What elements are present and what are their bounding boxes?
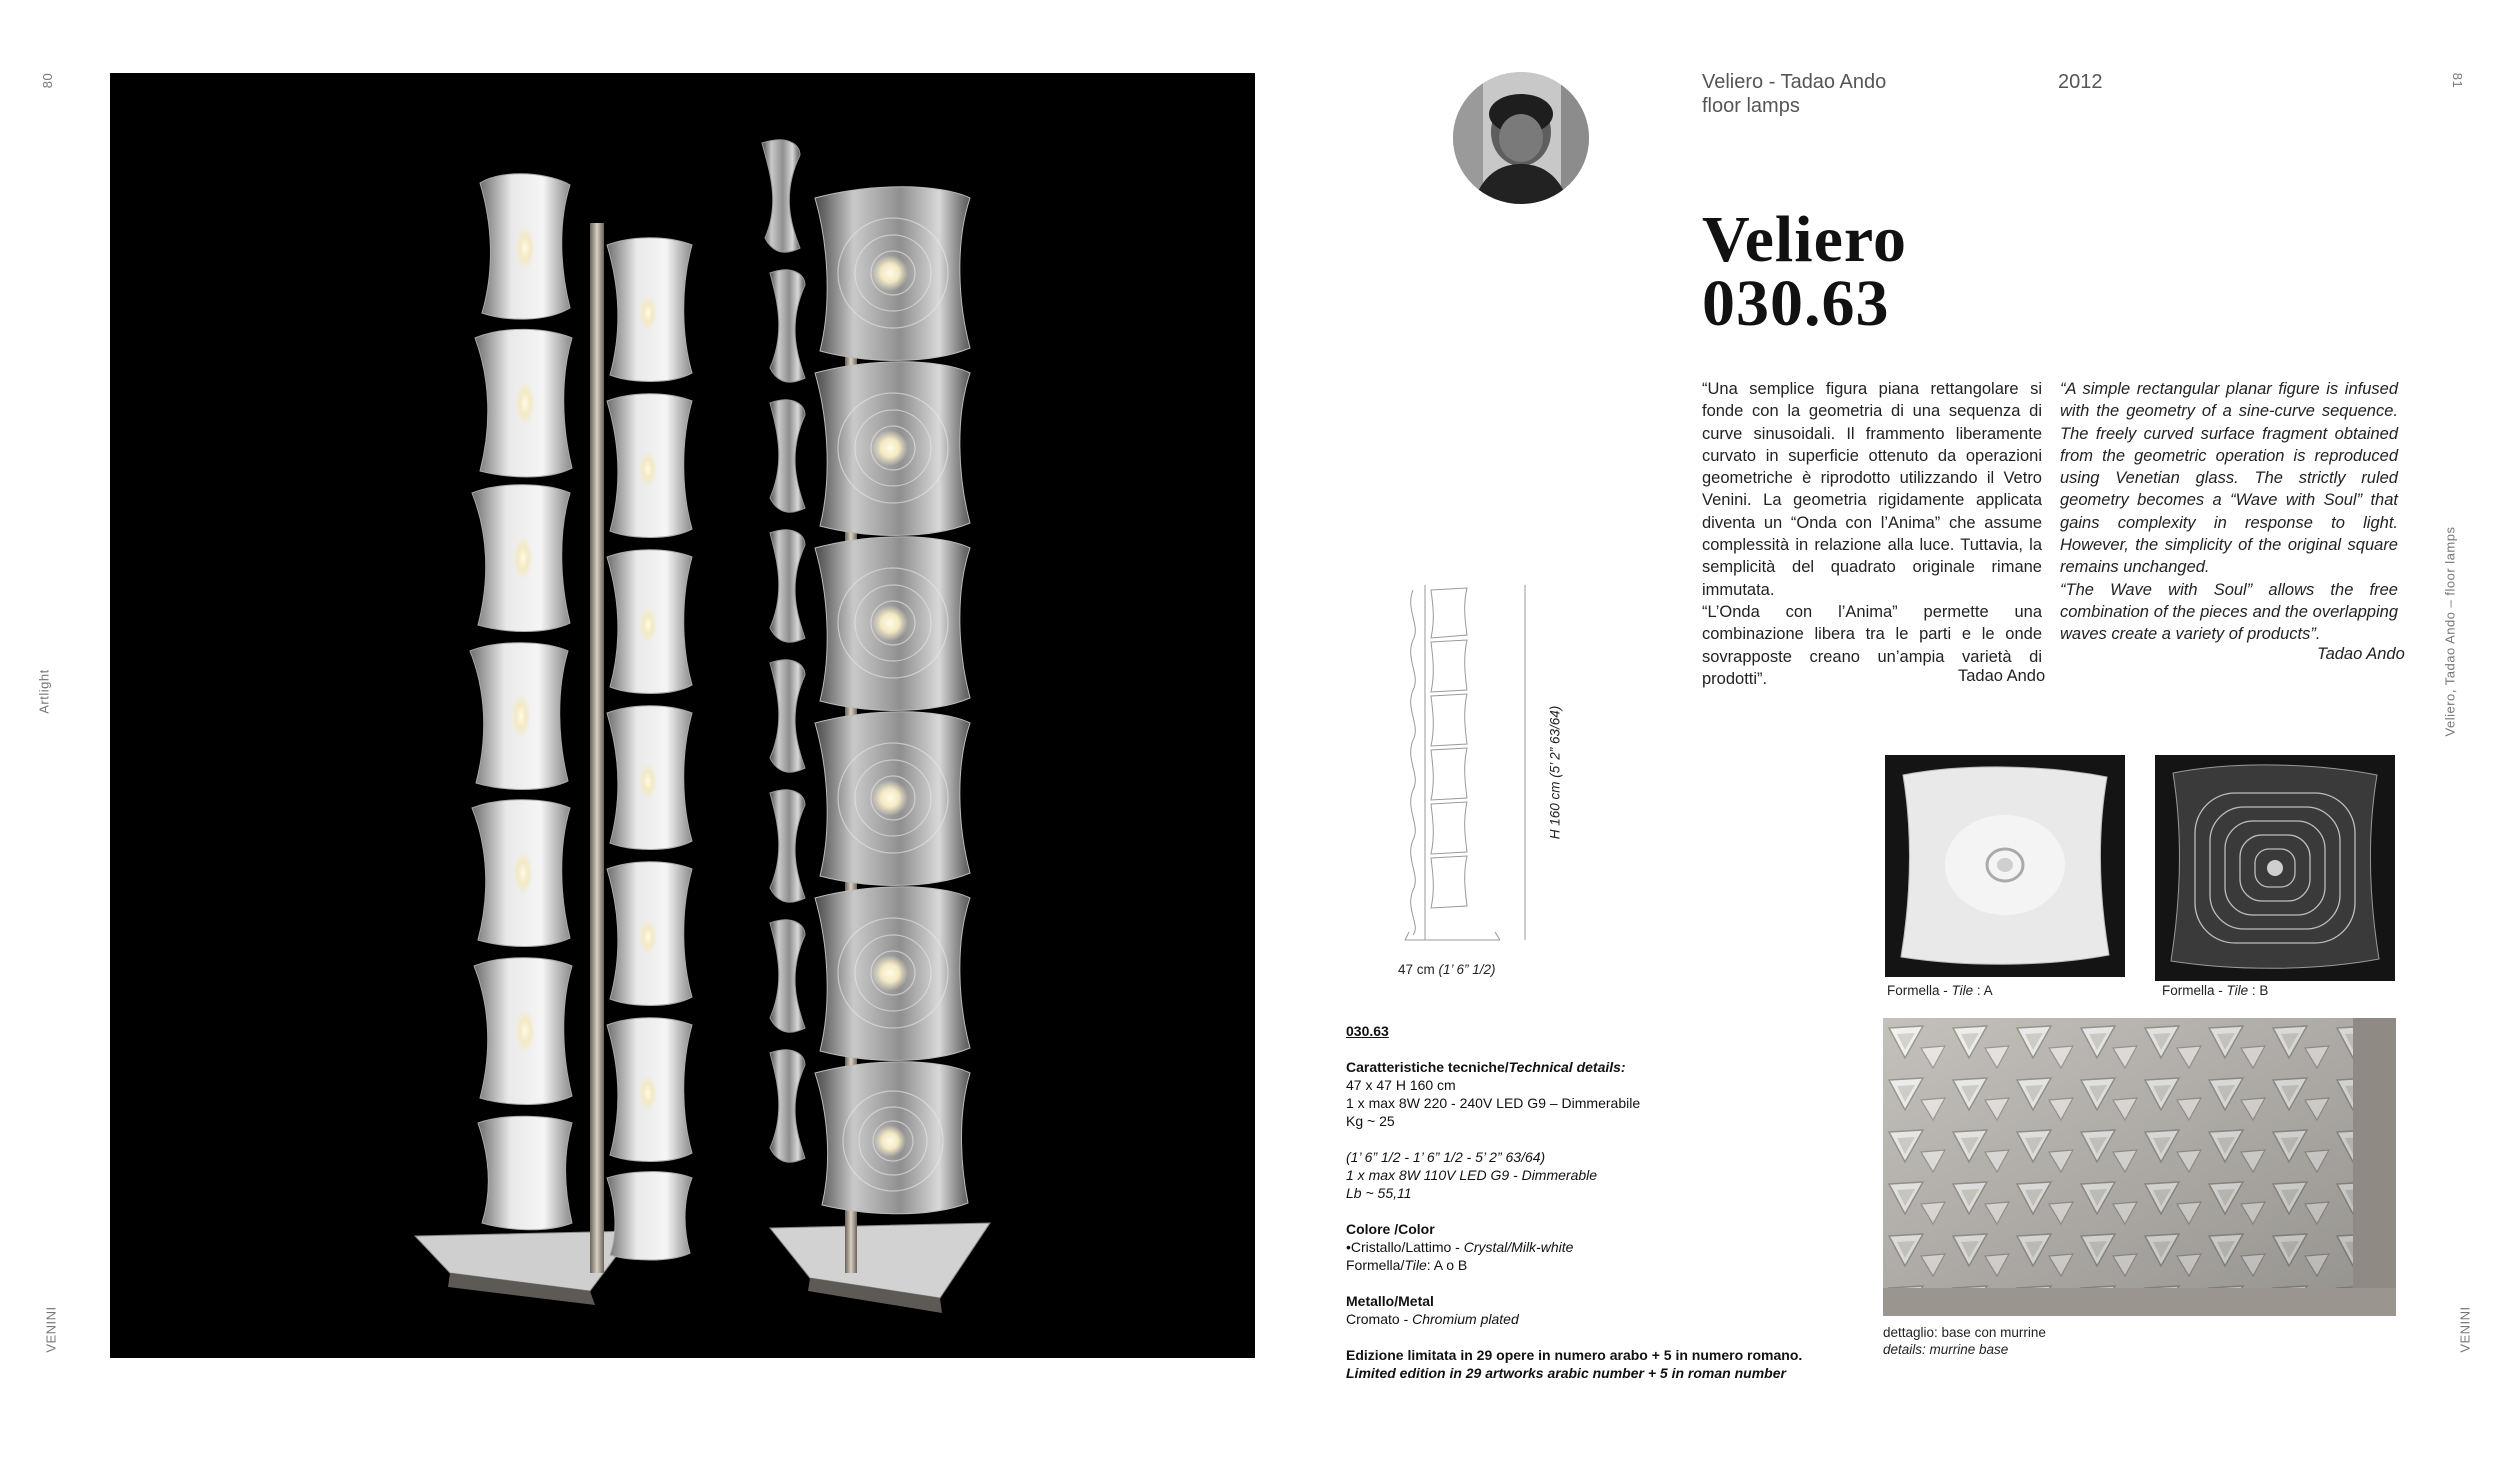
murrine-detail-photo bbox=[1883, 1018, 2396, 1316]
spec-code: 030.63 bbox=[1346, 1023, 1389, 1039]
spec-weight-imperial: Lb ~ 55,11 bbox=[1346, 1185, 1412, 1201]
person-icon bbox=[1453, 72, 1589, 204]
signature-italian: Tadao Ando bbox=[1958, 667, 2046, 685]
width-dimension-metric: 47 cm bbox=[1398, 962, 1435, 977]
spec-color-glass-it: •Cristallo/Lattimo - bbox=[1346, 1239, 1464, 1255]
product-title: Veliero bbox=[1702, 203, 1907, 276]
spec-tech-heading-it: Caratteristiche tecniche/ bbox=[1346, 1059, 1509, 1075]
quote-english-p1: “A simple rectangular planar figure is infused with the geometry of a sine-curve sequence. The freely curved surface fragment obtained from the geometric operation is reproduced using Venetian glass. The strictly ruled geometry becomes a “Wave with Soul” that gains complexity in response to light. However, the simplicity of the original square remains unchanged. bbox=[2060, 380, 2398, 577]
tile-b-caption bbox=[2162, 983, 2268, 998]
spec-power: 1 x max 8W 220 - 240V LED G9 – Dimmerabile bbox=[1346, 1095, 1641, 1111]
designer-portrait bbox=[1453, 72, 1589, 204]
tile-a-caption-en: Tile bbox=[1951, 983, 1974, 998]
spec-dimensions: 47 x 47 H 160 cm bbox=[1346, 1077, 1456, 1093]
spec-weight: Kg ~ 25 bbox=[1346, 1113, 1395, 1129]
left-section-label: Artlight bbox=[36, 669, 52, 714]
lamp-outline-drawing bbox=[1395, 580, 1535, 960]
collection-title: Veliero - Tadao Ando bbox=[1702, 71, 1887, 93]
tile-a-photo bbox=[1885, 755, 2125, 977]
tile-b-caption-en: Tile bbox=[2226, 983, 2249, 998]
right-section-label: Veliero, Tadao Ando – floor lamps bbox=[2442, 526, 2458, 737]
murrine-pattern-image bbox=[1883, 1018, 2396, 1316]
spec-color-tile-en: Tile bbox=[1404, 1257, 1427, 1273]
spec-dimensions-imperial: (1’ 6” 1/2 - 1’ 6” 1/2 - 5’ 2” 63/64) bbox=[1346, 1149, 1546, 1165]
quote-italian-p1: “Una semplice figura piana rettangolare si fonde con la geometria di una sequenza di curve sinusoidali. Il frammento liberamente curvato in superficie ottenuto da operazioni geometriche è riprodotto utilizzando il Vetro Venini. La geometria rigidamente applicata diventa un “Onda con l’Anima” che assume complessità in relazione alla luce. Tuttavia, la semplicità del quadrato originale rimane immutata. bbox=[1702, 380, 2042, 599]
spec-metal-heading: Metallo/Metal bbox=[1346, 1293, 1434, 1309]
spec-metal-en: Chromium plated bbox=[1412, 1311, 1519, 1327]
spec-metal-finish bbox=[1346, 1310, 1806, 1328]
floor-lamps-illustration bbox=[110, 73, 1255, 1358]
quote-italian-p2: “L’Onda con l’Anima” permette una combinazione libera tra le parti e le onde sovrapposte creano un’ampia varietà di prodotti”. bbox=[1702, 602, 2042, 688]
tile-a-caption-it: Formella - bbox=[1887, 983, 1952, 998]
tile-a-image bbox=[1885, 755, 2125, 977]
tile-b-caption-it: Formella - bbox=[2162, 983, 2227, 998]
tile-b-caption-code: : B bbox=[2248, 983, 2269, 998]
height-dimension-label: H 160 cm (5’ 2” 63/64) bbox=[1547, 705, 1563, 840]
spec-color-glass bbox=[1346, 1238, 1806, 1256]
detail-caption-en: details: murrine base bbox=[1883, 1342, 2009, 1357]
year-label: 2012 bbox=[2058, 71, 2103, 93]
spec-color-glass-en: Crystal/Milk-white bbox=[1463, 1239, 1574, 1255]
spec-color-tile-options: : A o B bbox=[1426, 1257, 1468, 1273]
right-brand-label: VENINI bbox=[2457, 1306, 2473, 1353]
spec-edition-en: Limited edition in 29 artworks arabic number + 5 in roman number bbox=[1346, 1365, 1786, 1381]
tile-b-image bbox=[2155, 755, 2395, 981]
spec-metal-it: Cromato - bbox=[1346, 1311, 1413, 1327]
technical-specs bbox=[1346, 1022, 1806, 1382]
tile-b-photo bbox=[2155, 755, 2395, 981]
product-code-title: 030.63 bbox=[1702, 267, 1890, 340]
spec-edition-it: Edizione limitata in 29 opere in numero arabo + 5 in numero romano. bbox=[1346, 1347, 1803, 1363]
width-dimension-imperial: (1’ 6” 1/2) bbox=[1438, 962, 1496, 977]
spec-color-tile bbox=[1346, 1256, 1806, 1274]
signature-english: Tadao Ando bbox=[2317, 645, 2405, 663]
product-photo bbox=[110, 73, 1255, 1358]
spec-power-us: 1 x max 8W 110V LED G9 - Dimmerable bbox=[1346, 1167, 1598, 1183]
quote-english bbox=[2060, 378, 2398, 646]
tile-a-caption-code: : A bbox=[1973, 983, 1993, 998]
detail-caption bbox=[1883, 1324, 2046, 1358]
collection-subtitle: floor lamps bbox=[1702, 95, 1800, 117]
right-page-number: 81 bbox=[2450, 72, 2466, 89]
tile-a-caption bbox=[1887, 983, 1993, 998]
spec-tech-heading bbox=[1346, 1058, 1806, 1076]
spec-tech-heading-en: Technical details: bbox=[1508, 1059, 1626, 1075]
left-brand-label: VENINI bbox=[43, 1306, 59, 1353]
quote-italian bbox=[1702, 378, 2042, 690]
width-dimension-label bbox=[1398, 962, 1496, 977]
spec-color-tile-it: Formella/ bbox=[1346, 1257, 1405, 1273]
left-page-number: 80 bbox=[40, 72, 56, 89]
technical-drawing bbox=[1395, 580, 1535, 960]
spec-color-heading: Colore /Color bbox=[1346, 1221, 1435, 1237]
quote-english-p2: “The Wave with Soul” allows the free combination of the pieces and the overlapping waves create a variety of products”. bbox=[2060, 580, 2398, 644]
detail-caption-it: dettaglio: base con murrine bbox=[1883, 1325, 2046, 1340]
